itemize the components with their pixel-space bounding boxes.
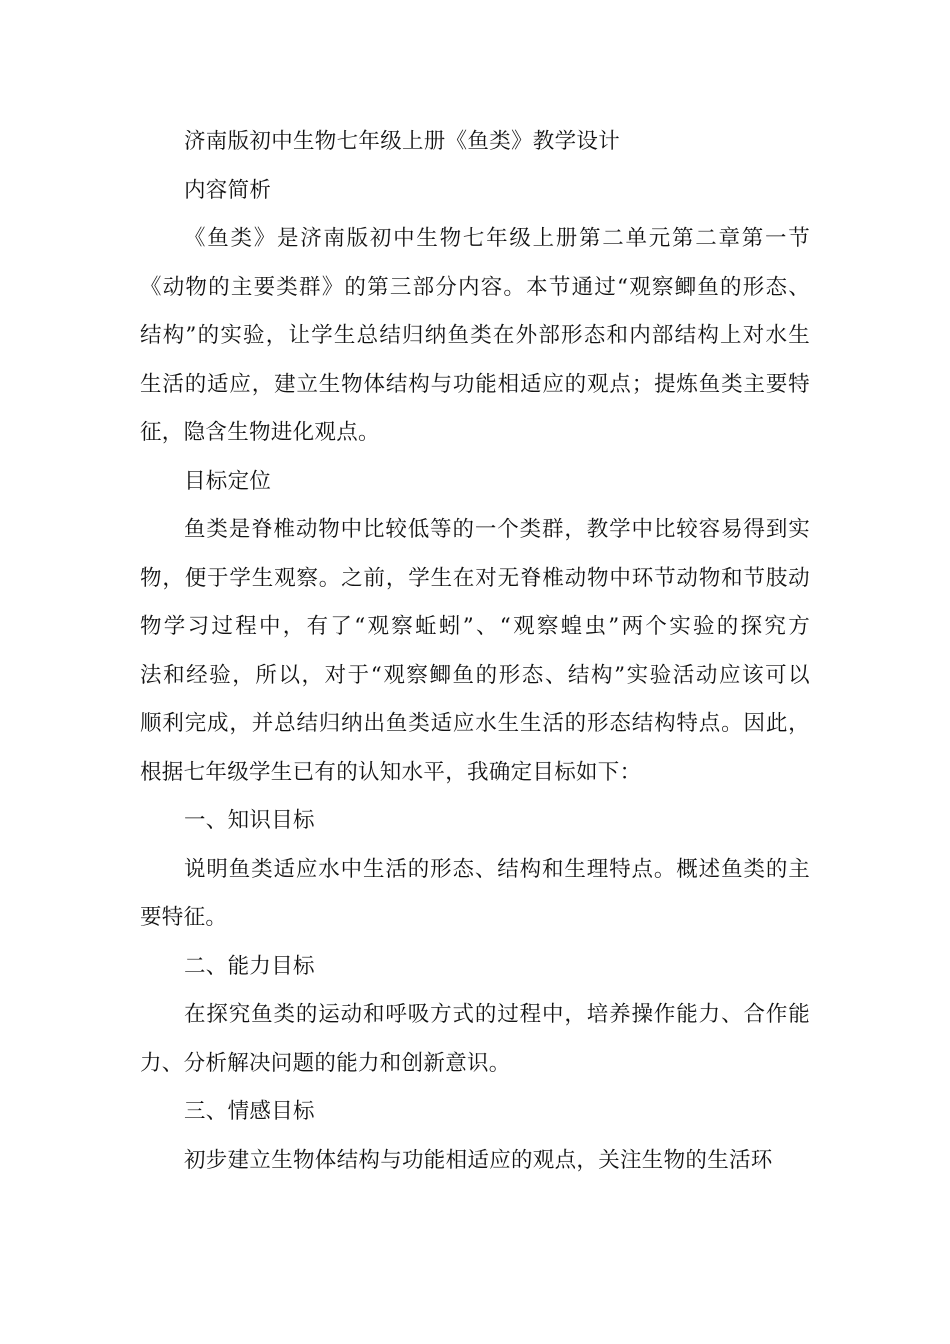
heading-goal-positioning: 目标定位: [184, 468, 272, 494]
paragraph-line: 说明鱼类适应水中生活的形态、结构和生理特点。概述鱼类的主: [184, 856, 810, 882]
paragraph-ability-goal: [140, 991, 810, 1088]
heading-knowledge-goal: 一、知识目标: [184, 808, 315, 833]
document-body: [140, 118, 810, 1185]
paragraph-line: 顺利完成，并总结归纳出鱼类适应水生生活的形态结构特点。因此，: [140, 711, 810, 736]
paragraph-line: 《动物的主要类群》的第三部分内容。本节通过“观察鲫鱼的形态、: [140, 274, 810, 300]
heading-content-analysis: 内容简析: [184, 177, 272, 203]
paragraph-goal-positioning: [140, 506, 810, 797]
paragraph-line: 结构”的实验，让学生总结归纳鱼类在外部形态和内部结构上对水生: [140, 323, 810, 348]
paragraph-line: 初步建立生物体结构与功能相适应的观点，关注生物的生活环: [184, 1147, 773, 1173]
paragraph-line: 要特征。: [140, 905, 228, 930]
heading-ability-goal: 二、能力目标: [184, 953, 315, 979]
paragraph-line: 征，隐含生物进化观点。: [140, 420, 380, 445]
paragraph-content-analysis: [140, 215, 810, 458]
paragraph-line: 《鱼类》是济南版初中生物七年级上册第二单元第二章第一节: [184, 226, 810, 251]
paragraph-emotion-goal: [140, 1137, 810, 1186]
paragraph-line: 在探究鱼类的运动和呼吸方式的过程中，培养操作能力、合作能: [184, 1002, 810, 1027]
paragraph-line: 鱼类是脊椎动物中比较低等的一个类群，教学中比较容易得到实: [184, 517, 810, 542]
paragraph-line: 根据七年级学生已有的认知水平，我确定目标如下：: [140, 759, 642, 785]
paragraph-line: 物学习过程中，有了“观察蚯蚓”、“观察蝗虫”两个实验的探究方: [140, 614, 810, 639]
paragraph-line: 物，便于学生观察。之前，学生在对无脊椎动物中环节动物和节肢动: [140, 565, 810, 591]
heading-emotion-goal: 三、情感目标: [184, 1099, 315, 1124]
paragraph-line: 力、分析解决问题的能力和创新意识。: [140, 1050, 511, 1076]
paragraph-line: 生活的适应，建立生物体结构与功能相适应的观点；提炼鱼类主要特: [140, 371, 810, 397]
document-title: 济南版初中生物七年级上册《鱼类》教学设计: [184, 129, 621, 154]
paragraph-line: 法和经验，所以，对于“观察鲫鱼的形态、结构”实验活动应该可以: [140, 662, 810, 688]
paragraph-knowledge-goal: [140, 846, 810, 943]
